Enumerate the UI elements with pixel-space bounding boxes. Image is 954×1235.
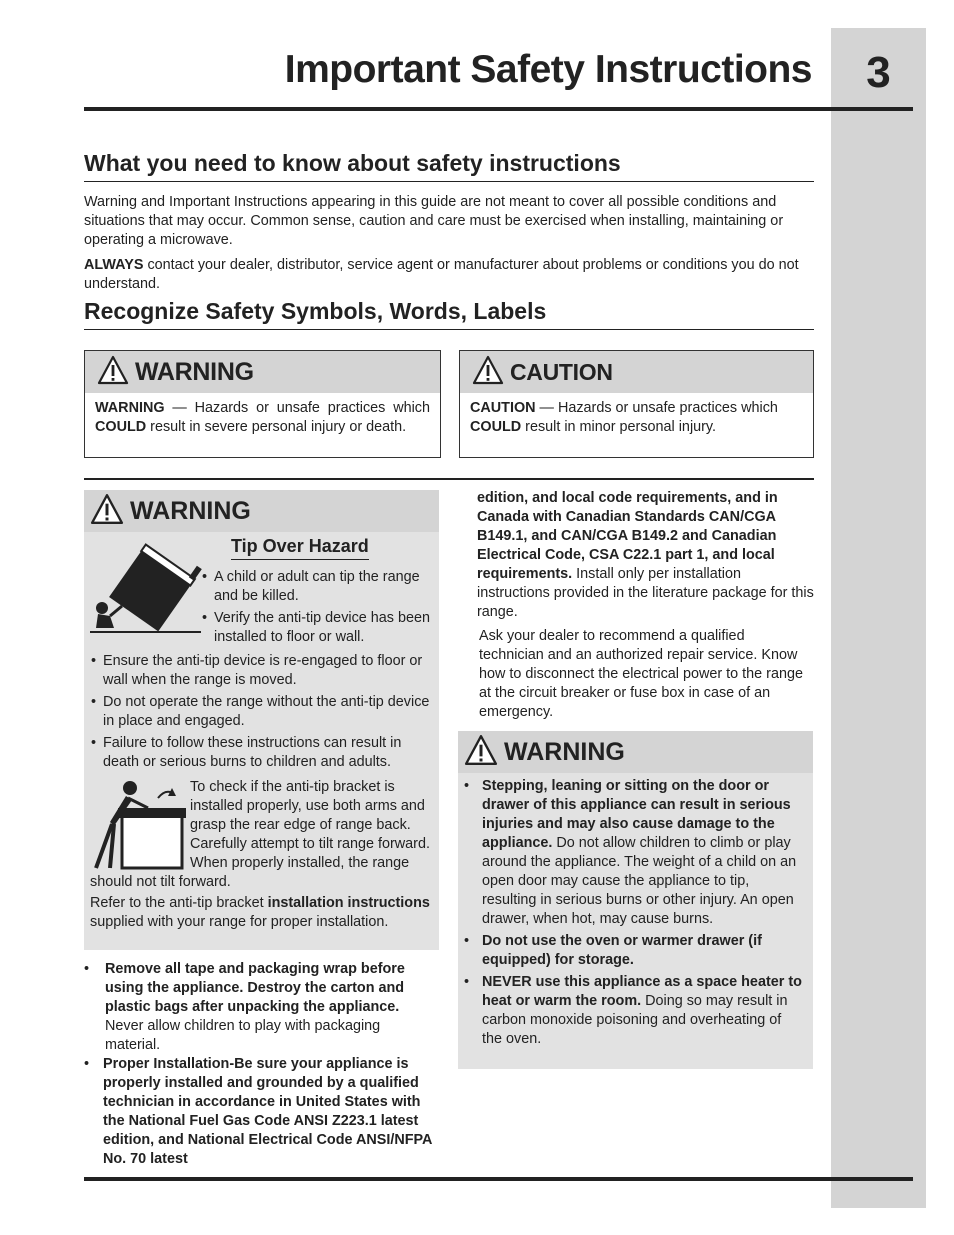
- packaging-text: Never allow children to play with packaging material.: [105, 1018, 381, 1053]
- door-warning-bold: Stepping, leaning or sitting on the door or drawer of this appliance can result in serious injuries and may also cause damage to the appliance.: [482, 778, 791, 851]
- installation-continued-text: Install only per installation instructions provided in the literature package for this range.: [477, 566, 814, 620]
- door-warning-list: [458, 773, 813, 1049]
- packaging-bold: Remove all tape and packaging wrap before using the appliance. Destroy the carton and plastic bags after unpacking the appliance.: [105, 961, 405, 1015]
- bullet-icon: •: [464, 974, 470, 990]
- installation-continued: [477, 489, 815, 622]
- warning-label-header: [85, 351, 440, 393]
- door-warning-word: WARNING: [504, 737, 625, 766]
- warning-label-word: WARNING: [135, 357, 254, 386]
- door-warning-header: [458, 731, 813, 773]
- bullet-icon: •: [84, 961, 90, 977]
- caution-label-text: [460, 393, 813, 443]
- always-paragraph: [84, 256, 814, 294]
- door-warning-panel: [458, 731, 813, 1069]
- anti-tip-bullets: [89, 652, 435, 775]
- check-bracket-paragraph: To check if the anti-tip bracket is installed properly, use both arms and grasp the rear edge of range back. Carefully attempt to tilt range forward. When properly installed, the range should not tilt forward.: [90, 779, 430, 890]
- warning-label-text: [85, 393, 440, 443]
- section-separator: [84, 478, 814, 480]
- footer-rule: [84, 1177, 913, 1181]
- storage-warning-bold: Do not use the oven or warmer drawer (if equipped) for storage.: [482, 933, 762, 968]
- list-item: • Failure to follow these instructions can result in death or serious burns to children and adults.: [89, 734, 435, 772]
- warning-label-could: COULD: [95, 419, 147, 435]
- heater-warning-bold: NEVER use this appliance as a space heater to heat or warm the room.: [482, 974, 802, 1009]
- caution-label-header: [460, 351, 813, 393]
- list-item: • A child or adult can tip the range and be killed.: [200, 568, 432, 606]
- always-text: contact your dealer, distributor, service agent or manufacturer about problems or conditions you do not understand.: [84, 257, 799, 292]
- refer-text-1: Refer to the anti-tip bracket: [90, 895, 268, 911]
- always-bold: ALWAYS: [84, 257, 144, 273]
- section-heading-safety-instructions: What you need to know about safety instructions: [84, 150, 814, 182]
- lower-left-list: [84, 960, 434, 1169]
- warning-triangle-icon: [90, 493, 124, 530]
- check-bracket-text: [90, 778, 435, 892]
- list-item: [84, 1055, 434, 1169]
- tipping-range-illustration: [88, 536, 203, 636]
- refer-text-2: supplied with your range for proper installation.: [90, 914, 389, 930]
- caution-label-text-1: — Hazards or unsafe practices which: [535, 400, 778, 416]
- bullet-icon: •: [464, 933, 470, 949]
- bullet-icon: •: [464, 778, 470, 794]
- intro-paragraph: Warning and Important Instructions appearing in this guide are not meant to cover all possible conditions and situations that may occur. Common sense, caution and care must be exercised when installing, maintaining or operating a microwave.: [84, 194, 784, 248]
- caution-triangle-icon: [472, 355, 504, 390]
- ask-dealer-paragraph: Ask your dealer to recommend a qualified technician and an authorized repair service. Know how to disconnect the electrical power to the range at the circuit breaker or fuse box in case of an emergency.: [479, 628, 803, 720]
- tip-over-hazard-title: Tip Over Hazard: [231, 536, 369, 560]
- warning-label-text-2: result in severe personal injury or death.: [146, 419, 407, 435]
- page-title: Important Safety Instructions: [284, 48, 812, 91]
- installation-continued-bold: edition, and local code requirements, and in Canada with Canadian Standards CAN/CGA B149.1, and CAN/CGA B149.2 and Canadian Electrical Code, CSA C22.1 part 1, and local requirements.: [477, 490, 778, 582]
- list-item: [84, 960, 434, 1055]
- bullet-icon: •: [84, 1056, 90, 1072]
- list-item: [464, 973, 803, 1049]
- list-item: [464, 777, 803, 929]
- caution-label-could: COULD: [470, 419, 522, 435]
- door-warning-text: Do not allow children to climb or play around the appliance. The weight of a child on an open door may cause the appliance to tip, resulting in serious burns or other injury. An open drawer, when hot, may cause burns.: [482, 835, 797, 927]
- refer-instructions-text: [90, 894, 435, 932]
- section-heading-safety-symbols: Recognize Safety Symbols, Words, Labels: [84, 298, 814, 330]
- caution-label-word: CAUTION: [510, 358, 613, 385]
- warning-label-bold: WARNING: [95, 400, 165, 416]
- tip-over-warning-word: WARNING: [130, 496, 251, 525]
- tip-over-bullets: [200, 568, 432, 650]
- list-item: • Do not operate the range without the anti-tip device in place and engaged.: [89, 693, 435, 731]
- installation-bold: Proper Installation-Be sure your appliance is properly installed and grounded by a qualified technician in accordance in United States with the National Fuel Gas Code ANSI Z223.1 latest edition, and National Electrical Code ANSI/NFPA No. 70 latest: [103, 1056, 432, 1167]
- list-item: • Verify the anti-tip device has been installed to floor or wall.: [200, 609, 432, 647]
- tip-over-warning-header: [84, 490, 439, 532]
- caution-label-text-2: result in minor personal injury.: [521, 419, 717, 435]
- caution-label-box: [459, 350, 814, 458]
- list-item: [464, 932, 803, 970]
- page-sidebar-tab: [831, 28, 926, 1208]
- list-item: • Ensure the anti-tip device is re-engaged to floor or wall when the range is moved.: [89, 652, 435, 690]
- header-rule: [84, 107, 913, 111]
- caution-label-bold: CAUTION: [470, 400, 536, 416]
- warning-triangle-icon: [464, 734, 498, 771]
- refer-bold: installation instructions: [267, 895, 430, 911]
- heater-warning-text: Doing so may result in carbon monoxide poisoning and overheating of the oven.: [482, 993, 788, 1047]
- warning-label-box: [84, 350, 441, 458]
- page-number: 3: [866, 48, 891, 97]
- warning-triangle-icon: [97, 355, 129, 390]
- warning-label-text-1: — Hazards or unsafe practices which: [164, 400, 430, 416]
